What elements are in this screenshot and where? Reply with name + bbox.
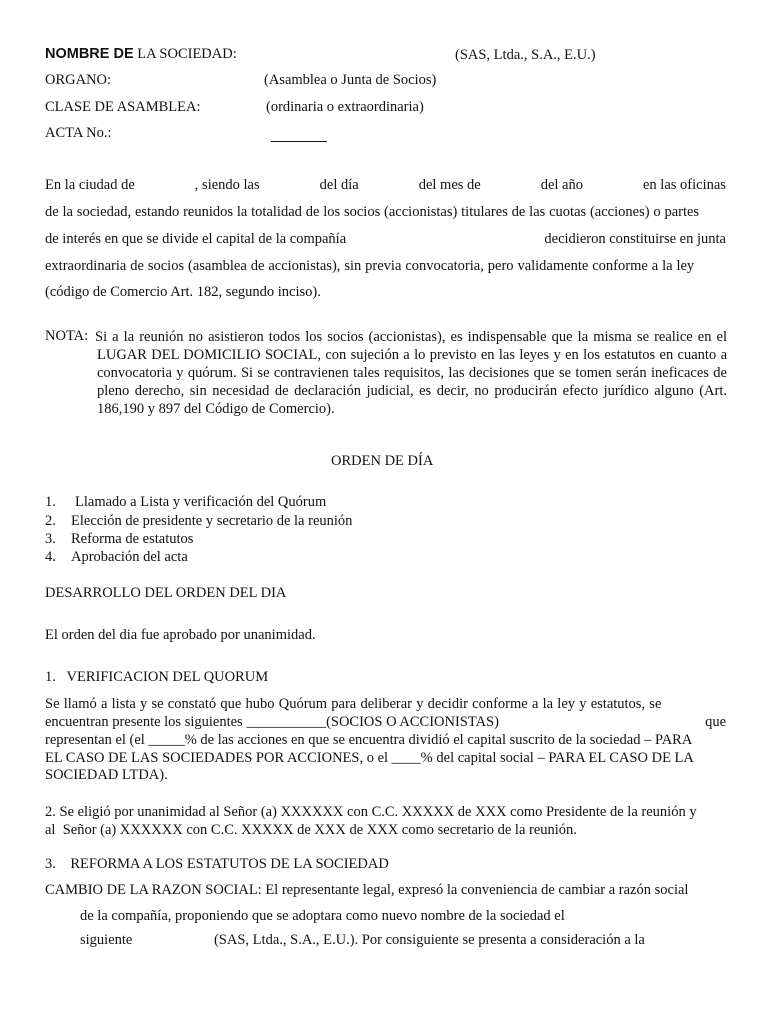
quorum-line-5: SOCIEDAD LTDA).	[45, 767, 168, 783]
assembly-class-hint: (ordinaria o extraordinaria)	[266, 99, 424, 115]
agenda-item-number: 3.	[45, 531, 56, 547]
agenda-item-number: 1.	[45, 494, 56, 510]
company-type-hint: (SAS, Ltda., S.A., E.U.)	[455, 47, 596, 63]
agenda-item-text: Aprobación del acta	[71, 549, 188, 565]
agenda-item	[45, 531, 56, 548]
intro-line-4: extraordinaria de socios (asamblea de accionistas), sin previa convocatoria, pero validamente conforme a la ley	[45, 258, 695, 274]
quorum-title: 1. VERIFICACION DEL QUORUM	[45, 669, 269, 685]
note-label: NOTA:	[45, 328, 89, 344]
intro-line-5: (código de Comercio Art. 182, segundo inciso).	[45, 284, 321, 300]
agenda-item	[45, 513, 56, 530]
agenda-item-text: Elección de presidente y secretario de la reunión	[71, 513, 353, 529]
name-change-line-3-right: (SAS, Ltda., S.A., E.U.). Por consiguiente se presenta a consideración a la	[214, 932, 645, 948]
agenda-item-number: 2.	[45, 513, 56, 529]
intro-hour: , siendo las	[194, 177, 260, 193]
development-title: DESARROLLO DEL ORDEN DEL DIA	[45, 585, 287, 601]
agenda-item-number: 4.	[45, 549, 56, 565]
intro-line-3	[45, 231, 726, 248]
intro-city: En la ciudad de	[45, 177, 135, 193]
agenda-item	[45, 549, 56, 566]
quorum-line-2	[45, 714, 726, 731]
intro-year: del año	[540, 177, 583, 193]
intro-offices: en las oficinas	[643, 177, 726, 193]
name-change-line-2: de la compañía, proponiendo que se adoptara como nuevo nombre de la sociedad el	[80, 908, 565, 924]
note-body-text: Si a la reunión no asistieron todos los socios (accionistas), es indispensable que la misma se realice en el LUGAR DEL DOMICILIO SOCIAL, con sujeción a lo previsto en las leyes y en los estatutos en cuanto a convocatoria y quórum. Si se contravienen tales requisitos, las decisiones que se tomen serán ineficaces de pleno derecho, sin necesidad de declaración judicial, es decir, no producirán efecto jurídico alguno (Art. 186,190 y 897 del Código de Comercio).	[95, 329, 727, 417]
election-line-2: al Señor (a) XXXXXX con C.C. XXXXX de XXX de XXX como secretario de la reunión.	[45, 822, 577, 838]
agenda-approved-text: El orden del dia fue aprobado por unanimidad.	[45, 627, 316, 643]
company-name-bold-label: NOMBRE DE	[45, 46, 134, 62]
assembly-class-label: CLASE DE ASAMBLEA:	[45, 99, 201, 115]
quorum-line-4: EL CASO DE LAS SOCIEDADES POR ACCIONES, o el ____% del capital social – PARA EL CASO DE LA	[45, 750, 694, 766]
intro-line-3-left: de interés en que se divide el capital de la compañía	[45, 231, 347, 247]
intro-day: del día	[319, 177, 359, 193]
intro-line-2: de la sociedad, estando reunidos la totalidad de los socios (accionistas) titulares de las cuotas (acciones) o partes	[45, 204, 700, 220]
intro-month: del mes de	[418, 177, 481, 193]
election-line-1: 2. Se eligió por unanimidad al Señor (a) XXXXXX con C.C. XXXXX de XXX como Presidente de la reunión y	[45, 804, 697, 820]
minutes-number-label: ACTA No.:	[45, 125, 112, 141]
note-text	[97, 328, 727, 418]
agenda-title: ORDEN DE DÍA	[331, 453, 434, 469]
quorum-line-2-right: que	[705, 714, 726, 730]
minutes-number-blank	[271, 129, 327, 147]
organ-label: ORGANO:	[45, 72, 112, 88]
name-change-line-3-left: siguiente	[80, 932, 133, 948]
bylaws-reform-title: 3. REFORMA A LOS ESTATUTOS DE LA SOCIEDAD	[45, 856, 389, 872]
agenda-item	[45, 494, 56, 511]
organ-hint: (Asamblea o Junta de Socios)	[264, 72, 437, 88]
intro-line-1	[45, 177, 726, 194]
company-name-label: LA SOCIEDAD:	[133, 46, 237, 62]
quorum-line-2-left: encuentran presente los siguientes ___________(SOCIOS O ACCIONISTAS)	[45, 714, 499, 730]
quorum-line-1: Se llamó a lista y se constató que hubo Quórum para deliberar y decidir conforme a la ley y estatutos, se	[45, 696, 662, 712]
agenda-item-text: Llamado a Lista y verificación del Quórum	[75, 494, 327, 510]
company-name-line	[45, 46, 237, 63]
name-change-line-1: CAMBIO DE LA RAZON SOCIAL: El representante legal, expresó la conveniencia de cambiar a razón social	[45, 882, 689, 898]
quorum-line-3: representan el (el _____% de las acciones en que se encuentra dividió el capital suscrito de la sociedad – PARA	[45, 732, 693, 748]
intro-line-3-right: decidieron constituirse en junta	[544, 231, 726, 247]
agenda-item-text: Reforma de estatutos	[71, 531, 194, 547]
